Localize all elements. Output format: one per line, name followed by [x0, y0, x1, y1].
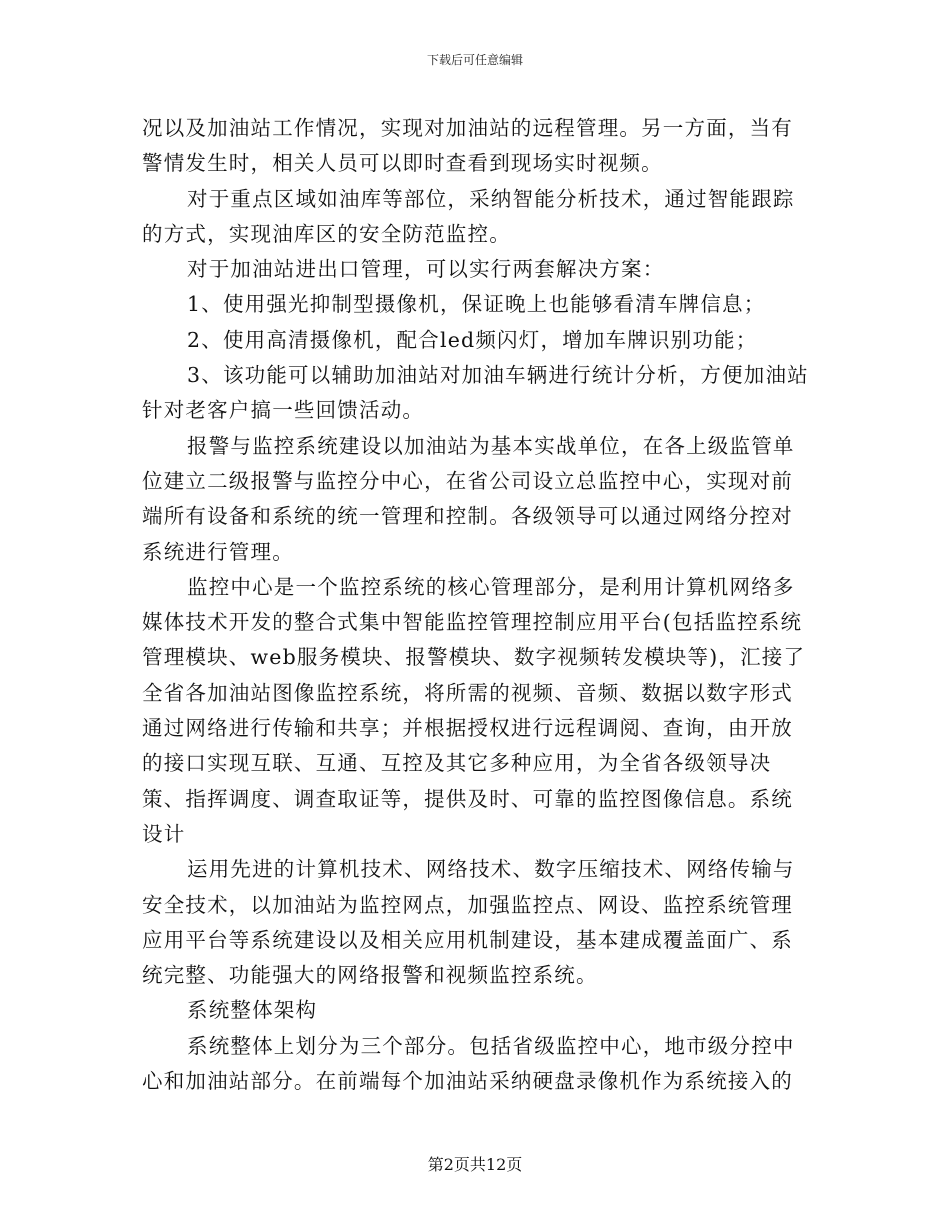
page-header: 下载后可任意编辑 — [426, 53, 523, 67]
page-number-footer: 第2页共12页 — [427, 1155, 523, 1174]
section-heading-architecture: 系统整体架构 — [187, 998, 318, 1023]
paragraph-entrance-management: 对于加油站进出口管理，可以实行两套解决方案： — [187, 257, 665, 282]
document-body — [142, 111, 810, 1099]
paragraph-alarm-system: 报警与监控系统建设以加油站为基本实战单位，在各上级监管单位建立二级报警与监控分中心，在省公司设立总监控中心，实现对前端所有设备和系统的统一管理和控制。各级领导可以通过网络分控对系统进行管理。 — [142, 433, 795, 564]
paragraph-continuation: 况以及加油站工作情况，实现对加油站的远程管理。另一方面，当有警情发生时，相关人员可以即时查看到现场实时视频。 — [142, 116, 793, 176]
list-item-3: 3、该功能可以辅助加油站对加油车辆进行统计分析，方便加油站针对老客户搞一些回馈活动。 — [142, 363, 809, 423]
paragraph-architecture: 系统整体上划分为三个部分。包括省级监控中心，地市级分控中心和加油站部分。在前端每个加油站采纳硬盘录像机作为系统接入的 — [142, 1033, 795, 1094]
list-item-1: 1、使用强光抑制型摄像机，保证晚上也能够看清车牌信息； — [187, 292, 766, 317]
list-item-2: 2、使用高清摄像机，配合led频闪灯，增加车牌识别功能； — [187, 327, 758, 352]
paragraph-monitoring-center: 监控中心是一个监控系统的核心管理部分，是利用计算机网络多媒体技术开发的整合式集中智能监控管理控制应用平台(包括监控系统管理模块、web服务模块、报警模块、数字视频转发模块等)，汇接了全省各加油站图像监控系统，将所需的视频、音频、数据以数字形式通过网络进行传输和共享；并根据授权进行远程调阅、查询，由开放的接口实现互联、互通、互控及其它多种应用，为全省各级领导决策、指挥调度、调查取证等，提供及时、可靠的监控图像信息。系统设计 — [142, 574, 806, 846]
paragraph-system-design: 运用先进的计算机技术、网络技术、数字压缩技术、网络传输与安全技术，以加油站为监控网点，加强监控点、网设、监控系统管理应用平台等系统建设以及相关应用机制建设，基本建成覆盖面广、系统完整、功能强大的网络报警和视频监控系统。 — [142, 857, 795, 988]
paragraph-oil-depot-monitoring: 对于重点区域如油库等部位，采纳智能分析技术，通过智能跟踪的方式，实现油库区的安全防范监控。 — [142, 186, 795, 246]
